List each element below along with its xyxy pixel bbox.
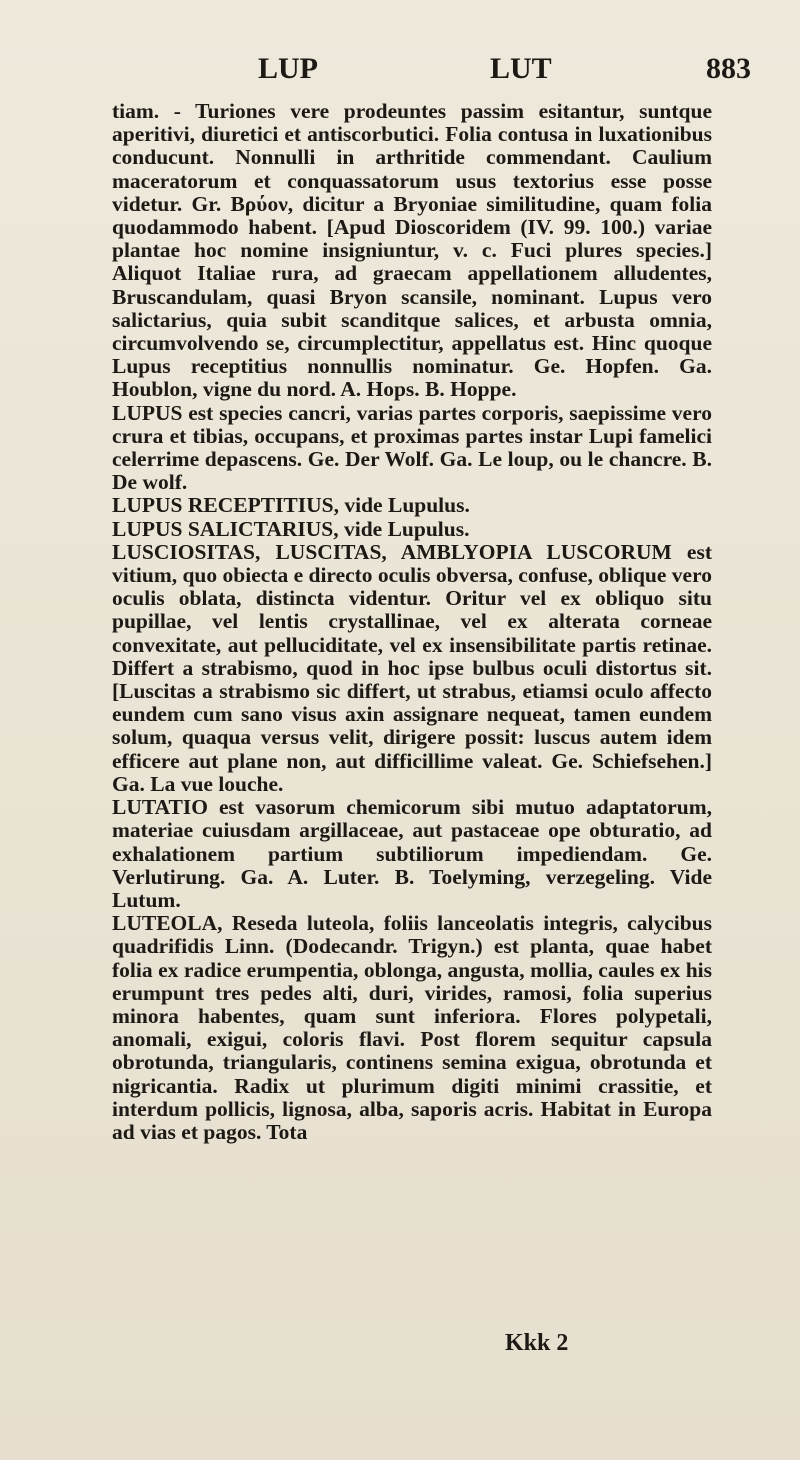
entry-lupus-salictarius: LUPUS SALICTARIUS, vide Lupulus. bbox=[112, 516, 470, 541]
entry-luteola: LUTEOLA, Reseda luteola, foliis lanceolatis integris, calycibus quadrifidis Linn. (Dodecandr. Trigyn.) est planta, quae habet folia ex radice erumpentia, oblonga, angusta, mollia, caules ex his erumpunt tres pedes alti, duri, virides, ramosi, folia superius minora habentes, quam sunt inferiora. Flores polypetali, anomali, exigui, coloris flavi. Post florem sequitur capsula obrotunda, triangularis, continens semina exigua, obrotunda et nigricantia. Radix ut plurimum digiti minimi crassitie, et interdum pollicis, lignosa, alba, saporis acris. Habitat in Europa ad vias et pagos. Tota bbox=[112, 911, 712, 1144]
header-left-word: LUP bbox=[258, 52, 318, 85]
running-header bbox=[0, 52, 800, 92]
entry-lusciositas: LUSCIOSITAS, LUSCITAS, AMBLYOPIA LUSCORUM est vitium, quo obiecta e directo oculis obversa, confuse, oblique vero oculis oblata, distincta videntur. Oritur vel ex obliquo situ pupillae, vel lentis crystallinae, vel ex alterata corneae convexitate, aut pelluciditate, vel ex insensibilitate partis retinae. Differt a strabismo, quod in hoc ipse bulbus oculi distortus sit. [Luscitas a strabismo sic differt, ut strabus, etiamsi oculo affecto eundem cum sano visus axin assignare nequeat, tamen eundem solum, quaqua versus velit, dirigere possit: luscus autem idem efficere aut plane non, aut difficillime valeat. Ge. Schiefsehen.] Ga. La vue louche. bbox=[112, 539, 712, 796]
entry-continuation: tiam. - Turiones vere prodeuntes passim esitantur, suntque aperitivi, diuretici et antiscorbutici. Folia contusa in luxationibus conducunt. Nonnulli in arthritide commendant. Caulium maceratorum et conquassatorum usus textorius esse posse videtur. Gr. Βρύον, dicitur a Bryoniae similitudine, quam folia quodammodo habent. [Apud Dioscoridem (IV. 99. 100.) variae plantae hoc nomine insigniuntur, v. c. Fuci plures species.] Aliquot Italiae rura, ad graecam appellationem alludentes, Bruscandulam, quasi Bryon scansile, nominant. Lupus vero salictarius, quia subit scanditque salices, et arbusta omnia, circumvolvendo se, circumplectitur, appellatus est. Hinc quoque Lupus receptitius nonnullis nominatur. Ge. Hopfen. Ga. Houblon, vigne du nord. A. Hops. B. Hoppe. bbox=[112, 99, 712, 402]
printer-signature: Kkk 2 bbox=[505, 1330, 569, 1356]
entry-lutatio: LUTATIO est vasorum chemicorum sibi mutuo adaptatorum, materiae cuiusdam argillaceae, aut pastaceae ope obturatio, ad exhalationem partium subtiliorum impediendam. Ge. Verlutirung. Ga. A. Luter. B. Toelyming, verzegeling. Vide Lutum. bbox=[112, 795, 712, 912]
header-right-word: LUT bbox=[490, 52, 552, 85]
page-number: 883 bbox=[706, 52, 751, 85]
dictionary-body bbox=[112, 100, 712, 1144]
entry-lupus-receptitius: LUPUS RECEPTITIUS, vide Lupulus. bbox=[112, 493, 470, 518]
entry-lupus: LUPUS est species cancri, varias partes corporis, saepissime vero crura et tibias, occupans, et proximas partes instar Lupi famelici celerrime depascens. Ge. Der Wolf. Ga. Le loup, ou le chancre. B. De wolf. bbox=[112, 400, 712, 495]
